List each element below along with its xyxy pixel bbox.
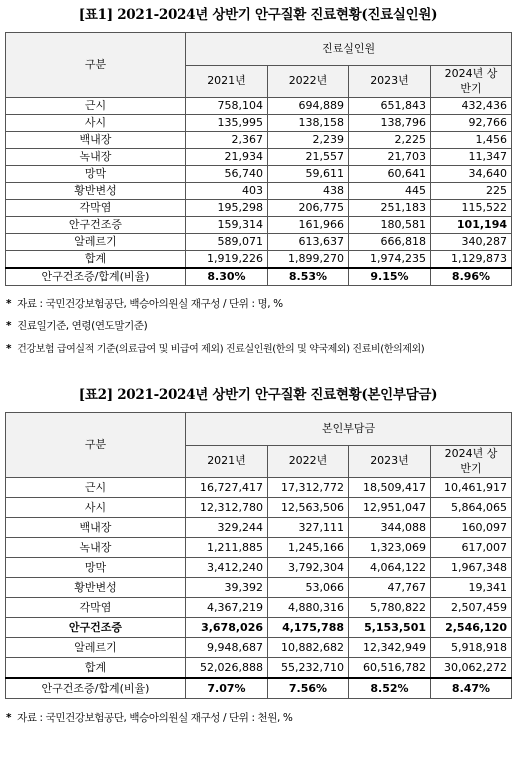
table-cell: 617,007 — [431, 538, 512, 558]
table-cell: 329,244 — [186, 518, 268, 538]
table2-year-2024h1 — [431, 445, 512, 478]
row-label: 합계 — [6, 658, 186, 679]
table-cell: 4,880,316 — [268, 598, 349, 618]
table-row — [6, 98, 512, 115]
bullet-icon: * — [6, 712, 12, 724]
table2-header-row — [6, 413, 512, 446]
row-label: 안구건조증 — [6, 618, 186, 638]
row-label: 안구건조증 — [6, 217, 186, 234]
table2 — [5, 412, 512, 699]
table-cell: 60,641 — [349, 166, 431, 183]
table-cell: 403 — [186, 183, 268, 200]
table-cell: 5,780,822 — [349, 598, 431, 618]
table2-category-header: 구분 — [6, 413, 186, 478]
table-cell: 11,347 — [431, 149, 512, 166]
table-cell: 21,934 — [186, 149, 268, 166]
table1-note-2-text: 진료일기준, 연령(연도말기준) — [17, 320, 148, 332]
row-label: 백내장 — [6, 518, 186, 538]
table-cell: 7.07% — [186, 678, 268, 699]
table-row — [6, 518, 512, 538]
table-cell: 10,882,682 — [268, 638, 349, 658]
table-row — [6, 578, 512, 598]
table-row — [6, 217, 512, 234]
table-cell: 9,948,687 — [186, 638, 268, 658]
table-cell: 1,211,885 — [186, 538, 268, 558]
table-cell: 327,111 — [268, 518, 349, 538]
table-cell: 4,367,219 — [186, 598, 268, 618]
table1-header-row — [6, 33, 512, 66]
table-cell: 4,175,788 — [268, 618, 349, 638]
table-cell: 10,461,917 — [431, 478, 512, 498]
table1-body — [6, 98, 512, 286]
table-row — [6, 478, 512, 498]
row-label: 알레르기 — [6, 638, 186, 658]
table-cell: 160,097 — [431, 518, 512, 538]
table-cell: 135,995 — [186, 115, 268, 132]
table-cell: 55,232,710 — [268, 658, 349, 679]
table-cell: 1,323,069 — [349, 538, 431, 558]
row-label: 알레르기 — [6, 234, 186, 251]
table-cell: 651,843 — [349, 98, 431, 115]
table-cell: 8.53% — [268, 268, 349, 286]
table-cell: 432,436 — [431, 98, 512, 115]
table-row — [6, 598, 512, 618]
table-cell: 59,611 — [268, 166, 349, 183]
table-cell: 2,239 — [268, 132, 349, 149]
table1-note-1 — [6, 296, 511, 311]
table-cell: 340,287 — [431, 234, 512, 251]
table-cell: 161,966 — [268, 217, 349, 234]
table-cell: 52,026,888 — [186, 658, 268, 679]
table2-note-1 — [6, 710, 511, 725]
table-cell: 3,792,304 — [268, 558, 349, 578]
row-label: 각막염 — [6, 200, 186, 217]
table-row — [6, 234, 512, 251]
table-cell: 21,557 — [268, 149, 349, 166]
table-cell: 56,740 — [186, 166, 268, 183]
table1-year-2023: 2023년 — [349, 65, 431, 98]
row-label: 녹내장 — [6, 538, 186, 558]
table-cell: 1,919,226 — [186, 251, 268, 269]
table-cell: 4,064,122 — [349, 558, 431, 578]
table-cell: 47,767 — [349, 578, 431, 598]
table-cell: 21,703 — [349, 149, 431, 166]
table-cell: 53,066 — [268, 578, 349, 598]
table-cell: 225 — [431, 183, 512, 200]
table1-year-2021: 2021년 — [186, 65, 268, 98]
table1-year-2022: 2022년 — [268, 65, 349, 98]
row-label: 백내장 — [6, 132, 186, 149]
table-cell: 2,367 — [186, 132, 268, 149]
table2-body — [6, 478, 512, 699]
table-cell: 16,727,417 — [186, 478, 268, 498]
table-cell: 18,509,417 — [349, 478, 431, 498]
table-cell: 251,183 — [349, 200, 431, 217]
table-cell: 115,522 — [431, 200, 512, 217]
table-cell: 39,392 — [186, 578, 268, 598]
table-cell: 1,974,235 — [349, 251, 431, 269]
table-cell: 5,864,065 — [431, 498, 512, 518]
table1-year-2024h1-label: 2024년 상반기 — [444, 67, 498, 96]
table-cell: 159,314 — [186, 217, 268, 234]
table2-note-1-text: 자료 : 국민건강보험공단, 백승아의원실 재구성 / 단위 : 천원, % — [17, 712, 293, 724]
row-label: 황반변성 — [6, 183, 186, 200]
table-cell: 195,298 — [186, 200, 268, 217]
table-cell: 589,071 — [186, 234, 268, 251]
table-row — [6, 115, 512, 132]
table-cell: 8.30% — [186, 268, 268, 286]
table-cell: 438 — [268, 183, 349, 200]
table-row — [6, 558, 512, 578]
table2-year-2022: 2022년 — [268, 445, 349, 478]
row-label: 안구건조증/합계(비율) — [6, 268, 186, 286]
row-label: 안구건조증/합계(비율) — [6, 678, 186, 699]
table-cell: 17,312,772 — [268, 478, 349, 498]
table-cell: 12,342,949 — [349, 638, 431, 658]
table1-title: [표1] 2021-2024년 상반기 안구질환 진료현황(진료실인원) — [78, 7, 438, 23]
table1-category-header: 구분 — [6, 33, 186, 98]
table-cell: 180,581 — [349, 217, 431, 234]
table-row — [6, 268, 512, 286]
table-row — [6, 658, 512, 679]
table-cell: 1,245,166 — [268, 538, 349, 558]
table2-title: [표2] 2021-2024년 상반기 안구질환 진료현황(본인부담금) — [78, 387, 438, 403]
table-cell: 34,640 — [431, 166, 512, 183]
table-row — [6, 638, 512, 658]
table-cell: 8.47% — [431, 678, 512, 699]
row-label: 망막 — [6, 166, 186, 183]
table-row — [6, 183, 512, 200]
table-cell: 206,775 — [268, 200, 349, 217]
table-cell: 613,637 — [268, 234, 349, 251]
table-cell: 19,341 — [431, 578, 512, 598]
table-cell: 3,678,026 — [186, 618, 268, 638]
table-cell: 12,312,780 — [186, 498, 268, 518]
table-cell: 138,796 — [349, 115, 431, 132]
table-row — [6, 678, 512, 699]
table-cell: 666,818 — [349, 234, 431, 251]
table-cell: 5,153,501 — [349, 618, 431, 638]
table-cell: 3,412,240 — [186, 558, 268, 578]
row-label: 녹내장 — [6, 149, 186, 166]
table-cell: 758,104 — [186, 98, 268, 115]
row-label: 각막염 — [6, 598, 186, 618]
table-cell: 2,507,459 — [431, 598, 512, 618]
table-row — [6, 200, 512, 217]
row-label: 합계 — [6, 251, 186, 269]
table-cell: 2,546,120 — [431, 618, 512, 638]
bullet-icon: * — [6, 343, 12, 355]
table-cell: 1,129,873 — [431, 251, 512, 269]
table2-year-2021: 2021년 — [186, 445, 268, 478]
table-row — [6, 132, 512, 149]
table2-year-2024h1-label: 2024년 상반기 — [444, 447, 498, 476]
table-row — [6, 149, 512, 166]
table-cell: 7.56% — [268, 678, 349, 699]
table-cell: 138,158 — [268, 115, 349, 132]
row-label: 황반변성 — [6, 578, 186, 598]
table-cell: 445 — [349, 183, 431, 200]
row-label: 사시 — [6, 498, 186, 518]
table2-group-header: 본인부담금 — [186, 413, 512, 446]
table-row — [6, 498, 512, 518]
table-cell: 9.15% — [349, 268, 431, 286]
table2-year-2023: 2023년 — [349, 445, 431, 478]
table-cell: 5,918,918 — [431, 638, 512, 658]
bullet-icon: * — [6, 320, 12, 332]
row-label: 망막 — [6, 558, 186, 578]
table-row — [6, 618, 512, 638]
table-row — [6, 166, 512, 183]
table1-note-2 — [6, 318, 511, 333]
table-cell: 12,951,047 — [349, 498, 431, 518]
table-cell: 8.52% — [349, 678, 431, 699]
row-label: 근시 — [6, 98, 186, 115]
table-cell: 1,456 — [431, 132, 512, 149]
table-cell: 60,516,782 — [349, 658, 431, 679]
table1-year-2024h1 — [431, 65, 512, 98]
bullet-icon: * — [6, 298, 12, 310]
table-cell: 101,194 — [431, 217, 512, 234]
table-cell: 1,967,348 — [431, 558, 512, 578]
table1-note-1-text: 자료 : 국민건강보험공단, 백승아의원실 재구성 / 단위 : 명, % — [17, 298, 283, 310]
table-cell: 92,766 — [431, 115, 512, 132]
row-label: 사시 — [6, 115, 186, 132]
table-cell: 344,088 — [349, 518, 431, 538]
table-row — [6, 538, 512, 558]
table-cell: 30,062,272 — [431, 658, 512, 679]
table-row — [6, 251, 512, 269]
table-cell: 12,563,506 — [268, 498, 349, 518]
table-cell: 694,889 — [268, 98, 349, 115]
table-cell: 8.96% — [431, 268, 512, 286]
table1-note-3 — [6, 340, 511, 355]
row-label: 근시 — [6, 478, 186, 498]
table1-note-3-text: 건강보험 급여실적 기준(의료급여 및 비급여 제외) 진료실인원(한의 및 약국제외) 진료비(한의제외) — [17, 344, 425, 355]
table1 — [5, 32, 512, 286]
table-cell: 1,899,270 — [268, 251, 349, 269]
table-cell: 2,225 — [349, 132, 431, 149]
table1-group-header: 진료실인원 — [186, 33, 512, 66]
